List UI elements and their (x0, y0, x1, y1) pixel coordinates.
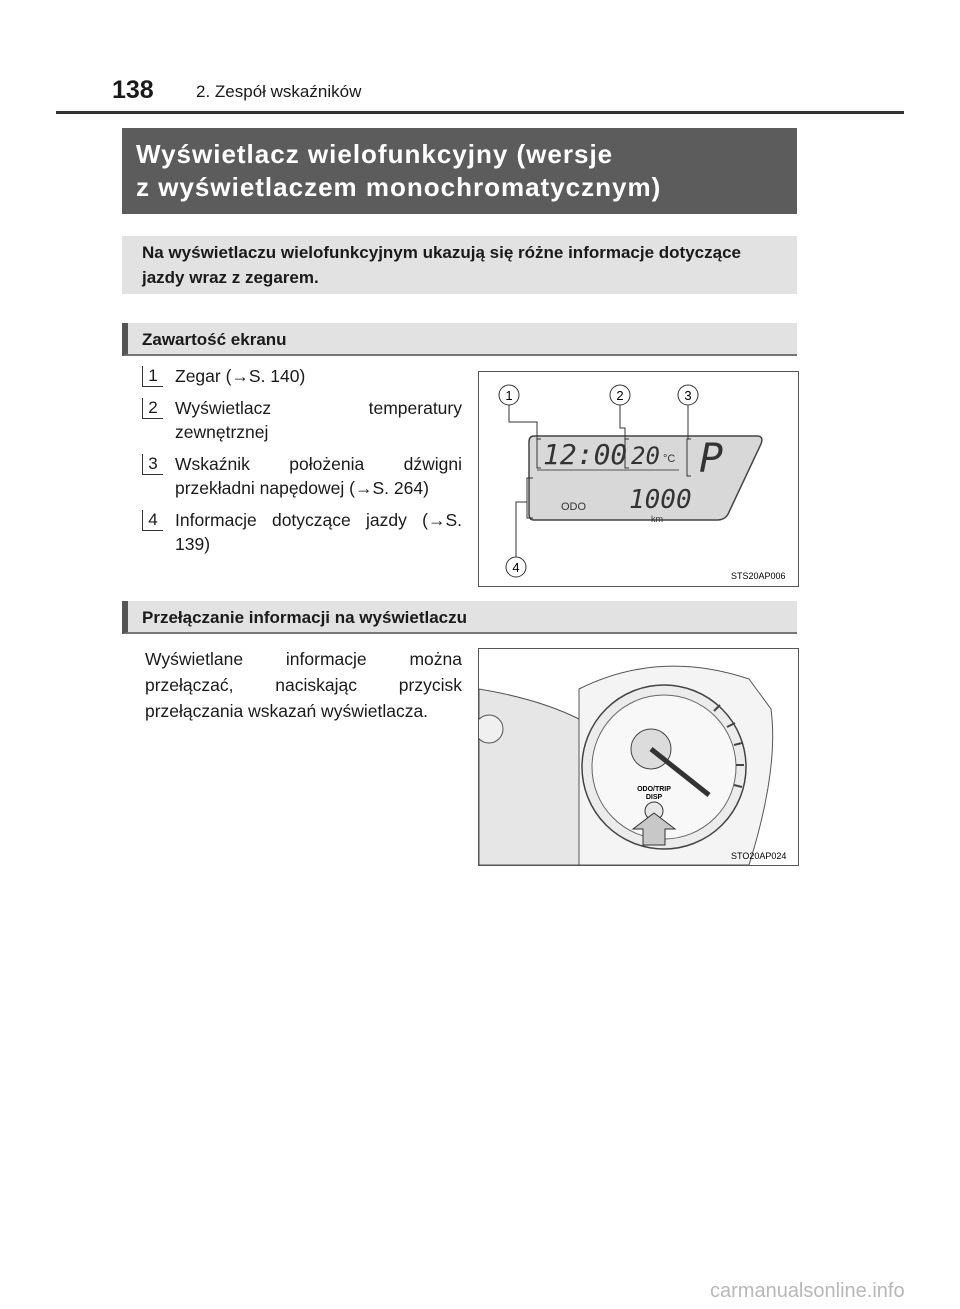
clock-readout: 12:00 (543, 438, 628, 471)
section-title (122, 128, 797, 214)
switching-paragraph: Wyświetlane informacje można przełączać, naciskając przycisk przełączania wskazań wyświetlacza. (145, 649, 462, 721)
callout-1: 1 (505, 388, 513, 403)
item-number: 4 (142, 510, 163, 531)
page-number: 138 (112, 76, 154, 104)
list-item (142, 452, 462, 500)
odo-unit: km (651, 514, 663, 524)
item-number: 3 (142, 454, 163, 475)
item-list (142, 364, 462, 564)
odo-readout: 1000 (629, 485, 692, 515)
figure-code: STS20AP006 (731, 571, 786, 581)
figure-code: STO20AP024 (731, 851, 787, 861)
list-item (142, 508, 462, 556)
gear-indicator: P (699, 436, 724, 482)
cluster-illustration (479, 649, 798, 865)
item-text: Wskaźnik położenia dźwigni przekładni napędowej (→S. 264) (175, 454, 462, 498)
item-text: Zegar (→S. 140) (175, 366, 306, 386)
callout-2: 2 (616, 388, 624, 403)
intro-box: Na wyświetlaczu wielofunkcyjnym ukazują się różne informacje dotyczące jazdy wraz z zegarem. (122, 236, 797, 294)
callout-4: 4 (512, 560, 520, 575)
temperature-unit: °C (663, 453, 676, 465)
disp-label: DISP (645, 794, 663, 801)
display-illustration (479, 372, 798, 586)
callout-3: 3 (684, 388, 692, 403)
chapter-title: 2. Zespół wskaźników (196, 82, 362, 101)
item-text: Informacje dotyczące jazdy (→S. 139) (175, 510, 462, 554)
item-text: Wyświetlacz temperatury zewnętrznej (175, 398, 462, 442)
item-number: 2 (142, 398, 163, 419)
section-title-line2: z wyświetlaczem monochromatycznym) (136, 172, 662, 202)
section-title-line1: Wyświetlacz wielofunkcyjny (wersje (136, 139, 614, 169)
cluster-figure (478, 648, 799, 866)
temperature-readout: 20 (631, 442, 660, 470)
header-rule (56, 111, 904, 114)
subsection-heading-screen-content: Zawartość ekranu (122, 323, 797, 356)
subsection-heading-switching: Przełączanie informacji na wyświetlaczu (122, 601, 797, 634)
display-figure (478, 371, 799, 587)
odo-label: ODO (561, 501, 587, 513)
list-item (142, 396, 462, 444)
odo-trip-label: ODO/TRIP (637, 786, 671, 793)
list-item (142, 364, 462, 388)
watermark: carmanualsonline.info (710, 1280, 905, 1302)
item-number: 1 (142, 366, 163, 387)
